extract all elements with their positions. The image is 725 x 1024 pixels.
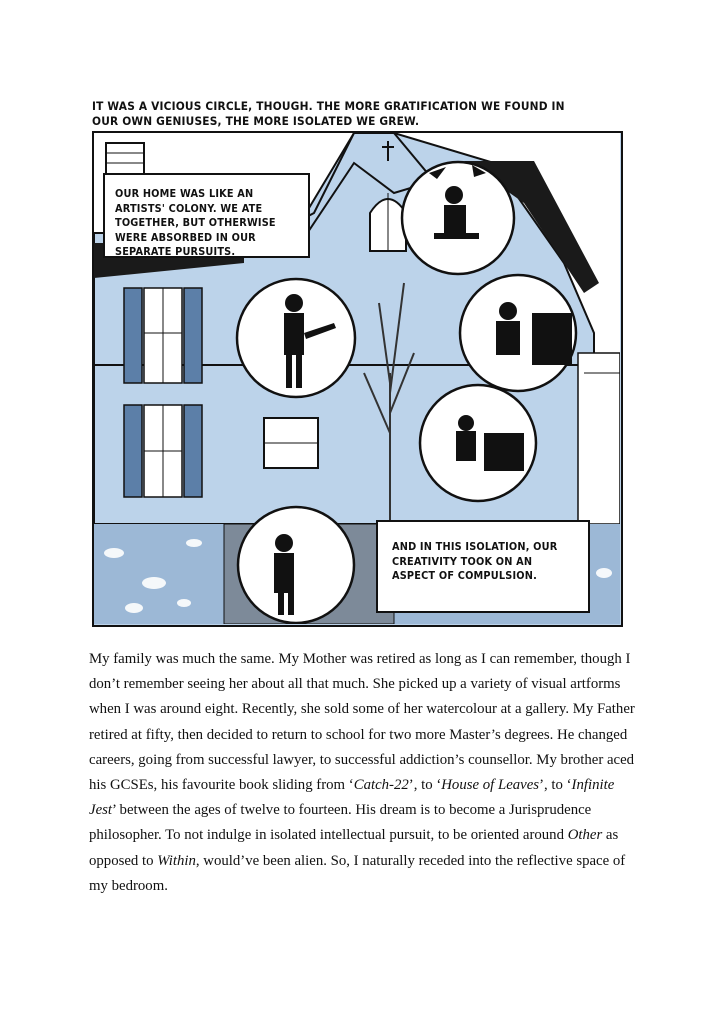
caption-box-artists-colony: OUR HOME WAS LIKE AN ARTISTS' COLONY. WE ATE TOGETHER, BUT OTHERWISE WERE ABSORBED IN OUR SEPARATE PURSUITS.	[103, 173, 310, 258]
comic-panel	[92, 131, 623, 627]
italic-word: Within	[157, 852, 196, 869]
paragraph: My family was much the same. My Mother was retired as long as I can remember, though I don’t remember seeing her about all that much. She picked up a variety of visual artforms when I was around eight. Recently, she sold some of her watercolour at a gallery. My Father retired at fifty, then decided to return to school for two more Master’s degrees. He changed careers, going from successful lawyer, to successful addiction’s counsellor. My brother aced his GCSEs, his favourite book sliding from ‘Catch-22’, to ‘House of Leaves’, to ‘Infinite Jest’ between the ages of twelve to fourteen. His dream is to become a Jurisprudence philosopher. To not indulge in isolated intellectual pursuit, to be oriented around Other as opposed to Within, would’ve been alien. So, I naturally receded into the reflective space of my bedroom.	[89, 651, 635, 894]
italic-title: Catch-22	[353, 777, 409, 794]
body-paragraph	[89, 647, 639, 899]
italic-title: House of Leaves	[441, 777, 540, 794]
italic-title: Infinite Jest	[89, 777, 615, 819]
italic-word: Other	[567, 827, 603, 844]
caption-box-compulsion: AND IN THIS ISOLATION, OUR CREATIVITY TOOK ON AN ASPECT OF COMPULSION.	[376, 520, 590, 613]
comic-caption-top: IT WAS A VICIOUS CIRCLE, THOUGH. THE MORE GRATIFICATION WE FOUND IN OUR OWN GENIUSES, THE MORE ISOLATED WE GREW.	[92, 99, 565, 128]
